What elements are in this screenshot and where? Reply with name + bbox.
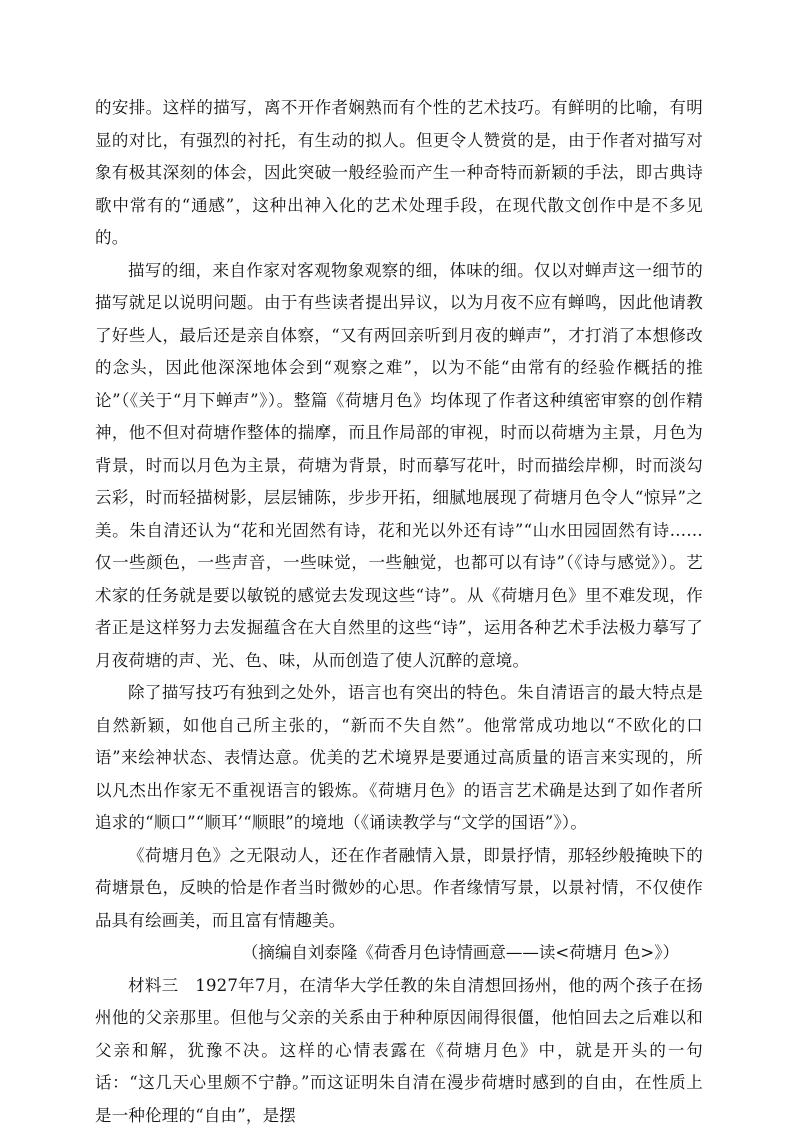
document-page bbox=[95, 92, 703, 1132]
paragraph-observation: 描写的细，来自作家对客观物象观察的细，体味的细。仅以对蝉声这一细节的描写就足以说明问题。由于有些读者提出异议，以为月夜不应有蝉鸣，因此他请教了好些人，最后还是亲自体察，“又有两回亲听到月夜的蝉声”，才打消了本想修改的念头，因此他深深地体会到“观察之难”，以为不能“由常有的经验作概括的推论”（《关于“月下蝉声”》）。整篇《荷塘月色》均体现了作者这种缜密审察的创作精神，他不但对荷塘作整体的揣摩，而且作局部的审视，时而以荷塘为主景，月色为背景，时而以月色为主景，荷塘为背景，时而摹写花叶，时而描绘岸柳，时而淡勾云彩，时而轻描树影，层层铺陈，步步开拓，细腻地展现了荷塘月色令人“惊异”之美。朱自清还认为“花和光固然有诗，花和光以外还有诗”“山水田园固然有诗……仅一些颜色，一些声音，一些味觉，一些触觉，也都可以有诗”（《诗与感觉》）。艺术家的任务就是要以敏锐的感觉去发现这些“诗”。从《荷塘月色》里不难发现，作者正是这样努力去发掘蕴含在大自然里的这些“诗”，运用各种艺术手法极力摹写了月夜荷塘的声、光、色、味，从而创造了使人沉醉的意境。 bbox=[95, 255, 703, 678]
paragraph-material-three: 材料三 1927年7月，在清华大学任教的朱自清想回扬州，他的两个孩子在扬州他的父亲那里。但他与父亲的关系由于种种原因闹得很僵，他怕回去之后难以和父亲和解，犹豫不决。这样的心情表露在《荷塘月色》中，就是开头的一句话：“这几天心里颇不宁静。”而这证明朱自清在漫步荷塘时感到的自由，在性质上是一种伦理的“自由”，是摆 bbox=[95, 970, 703, 1132]
paragraph-continuation: 的安排。这样的描写，离不开作者娴熟而有个性的艺术技巧。有鲜明的比喻，有明显的对比，有强烈的衬托，有生动的拟人。但更令人赞赏的是，由于作者对描写对象有极其深刻的体会，因此突破一般经验而产生一种奇特而新颖的手法，即古典诗歌中常有的“通感”，这种出神入化的艺术处理手段，在现代散文创作中是不多见的。 bbox=[95, 92, 703, 255]
source-citation: （摘编自刘泰隆《荷香月色诗情画意——读<荷塘月 色>》） bbox=[95, 937, 703, 970]
paragraph-language: 除了描写技巧有独到之处外，语言也有突出的特色。朱自清语言的最大特点是自然新颖，如他自己所主张的，“新而不失自然”。他常常成功地以“不欧化的口语”来绘神状态、表情达意。优美的艺术境界是要通过高质量的语言来实现的，所以凡杰出作家无不重视语言的锻炼。《荷塘月色》的语言艺术确是达到了如作者所追求的“顺口”“顺耳’“顺眼”的境地（《诵读教学与“文学的国语”》）。 bbox=[95, 677, 703, 840]
paragraph-emotion: 《荷塘月色》之无限动人，还在作者融情入景，即景抒情，那轻纱般掩映下的荷塘景色，反映的恰是作者当时微妙的心思。作者缘情写景，以景衬情，不仅使作品具有绘画美，而且富有情趣美。 bbox=[95, 840, 703, 938]
